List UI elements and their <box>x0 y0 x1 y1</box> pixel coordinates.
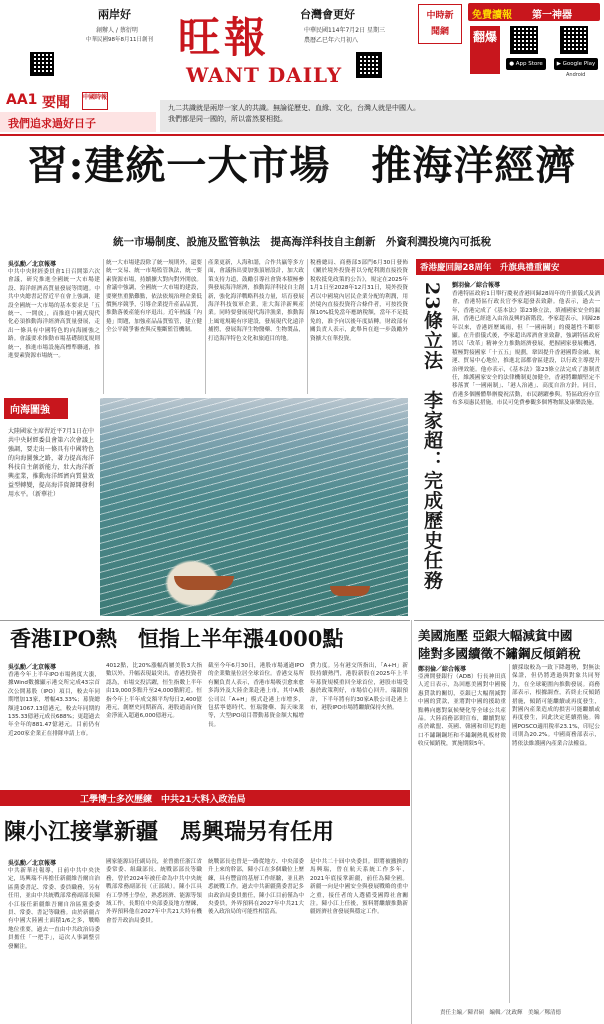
statement-line-2: 我們都是同一國的，所以當然要相挺。 <box>168 115 287 123</box>
lead-byline: 吳弘勳／北京報導 <box>8 261 57 268</box>
sidebar-body: 大陸國家主席習近平7月1日在中共中央財經委員會第六次會議上強調，要走出一條具有中國特色的向海圖強之路，著力提高海洋科技自主創新能力，壯大海洋新興產業，推動海洋經濟向質量效益型轉變，提高海洋資源開發利用水平。（新華社） <box>8 428 94 498</box>
lead-body-col-1: 中共中央財經委員會1日召開第六次會議，研究推進全國統一大市場建設、海洋經濟高質量發展等問題。中共中央總書記習近平在會上強調，建設全國統一大市場的基本要求是「五統一、一開放」，而推進中國式現代化必須推動海洋經濟高質量發展，走出一條具有中國特色的向海圖強之路。會議要求推動市場基礎制度規則統一，推進市場設施高標準聯通，推進要素資源市場統一。 <box>8 269 100 360</box>
ipo-byline: 吳弘勳／北京報導 <box>8 664 57 671</box>
ipo-body-col-2: 4012點，比20%漲幅尚屬美股3大指數以外，升幅表現最突出。香港投資者認為，市場交投活躍，恒生指數上半年由19,000多點升至24,000點附近。恒指今年上半年成交額平均每日2,400億港元，創歷史同期新高，港股通南向資金淨流入超過6,000億港元。 <box>106 663 202 720</box>
bottom-byline: 吳弘勳／北京報導 <box>8 860 57 867</box>
app-store-badge[interactable] <box>506 58 546 70</box>
sidebar-title: 向海圖強 <box>4 398 68 419</box>
qr-code-middle <box>356 52 382 78</box>
hk-banner-text: 香港慶回歸28周年 升旗典禮重關安 <box>420 263 560 273</box>
slogan-left: 兩岸好 <box>98 8 131 21</box>
founder: 創辦人 / 蔡衍明 <box>96 27 138 34</box>
google-play-label: Google Play <box>562 61 596 67</box>
page-number: AA1 <box>6 92 38 108</box>
col-divider <box>411 620 412 1024</box>
ipo-body-col-1: 香港今年上半年IPO市場熱度大漲，據Wind數據顯示港交所完成43宗首次公開募股（IPO）項目，較去年同期增加13家，增幅43.33%；募資總額達1067.13億港元，較去年同期的135.33億港元成長688%；更超過去年全年的881.47億港元。目前仍有近200家企業正在排隊申請上市。 <box>8 672 100 737</box>
issue-date: 中華民國114年7月2日 星期三 <box>304 27 385 34</box>
col-divider <box>307 259 308 394</box>
slogan-right: 台灣會更好 <box>300 8 355 21</box>
col-divider <box>103 259 104 394</box>
qr-code-google-play[interactable] <box>560 26 588 54</box>
bottom-body-col-1: 中共新華社報導，日前中共中央決定，馬興瑞不再擔任新疆維吾爾自治區黨委書記、常委、委員職務，另有任用，並由中共統戰部常務副部長陳小江接任新疆維吾爾自治區黨委委員、常委、書記等職務。由於新疆占有中國大陸國土面積1/6之多，戰略地位重要，過去一直由中共政治局委員擔任「一把手」，這次人事調整引發關注。 <box>8 868 100 950</box>
lead-body-col-3: 產業更新，人海和諧，合作共贏等多方面，會議指出要加強頂層設計，加大政策支持力道，鼓勵引導社會資本積極參與發展海洋經濟，推動海洋科技自主創新，強化海洋戰略科技力量，培育發展海洋科技領軍企業，壯大海洋新興產業。同時要發展現代海洋漁業，推動海上風電規範有序建設，發展現代化遠洋捕撈，發展海洋生物醫藥、生物製品，打造海洋特色文化和旅遊目的地。 <box>208 260 304 342</box>
adb-headline-2: 陸對多國續徵不鏽鋼反傾銷稅 <box>418 646 581 661</box>
adb-body-col-2: 續採取較為一致下降趨勢，對無法保證，但仍將透過與對象共同努力，在全球範圍內推動發展。商務部表示，根據調查，若終止反傾銷措施，傾銷可能繼續或再度發生，對國內產業造成的損害可能繼續或再度發生，因此決定延續措施。韓國POSCO適用稅率23.1%，印尼公司則為20.2%。中國商務部表示，將依法維護國內產業合法權益。 <box>512 665 600 747</box>
lunar-date: 農曆乙巳年六月初八 <box>304 37 359 44</box>
promo-banner <box>468 3 600 21</box>
promo-sub: 第一神器 <box>532 10 572 21</box>
founded-date: 中華民國98年8月11日創刊 <box>86 37 153 43</box>
col-divider <box>509 664 510 1003</box>
hk-banner <box>416 259 604 275</box>
lead-subhead: 統一市場制度、設施及監管執法 提高海洋科技自主創新 外資利潤投境內可抵稅 <box>113 236 491 248</box>
adb-body-col-1: 亞洲開發銀行（ADB）行長神田真人近日表示，為回應美國對中國優惠貸款的關切，亞銀已大幅削減對中國的貸款，並將對中國的援助重點轉向應對氣候變化等全球公共產品。大陸商務部則宣布，繼續對原產於歐盟、英國、韓國和印尼的進口不鏽鋼鋼坯和不鏽鋼熱軋板材徵收反傾銷稅，實施期限5年。 <box>418 674 506 748</box>
google-play-badge[interactable] <box>554 58 598 70</box>
lead-body-col-2: 統一大市場建設除了統一規則外，還要統一交易、統一市場監管執法，統一要素資源市場，持續擴大對內對外開放。會議中強調，全國統一大市場的建設，要聚焦重點難點，依法依規治理企業低價無序競爭，引導企業提升產品品質，推動落後產能有序退出。近年熱議「內捲」問題，加強產品品質監管，建立健全公平競爭審查與反壟斷監管機制。 <box>106 260 202 334</box>
lead-headline: 習:建統一大市場 推海洋經濟 <box>27 142 577 189</box>
masthead <box>0 0 604 96</box>
bottom-body-col-4: 是中共二十屆中央委員。即將被撤換的馬興瑞，曾在航天系統工作多年，2021年底接掌新疆，前任為陳全國。新疆一向是中國安全與發展戰略的重中之重，接任者的人選備受國際社會關注。陳小江上任後，預料將繼續推動新疆經濟社會發展與穩定工作。 <box>310 859 408 916</box>
sea-farming-photo <box>100 398 408 616</box>
lead-body-col-4: 稅務總局、商務部3部門6月30日發佈《關於境外投資者以分配利潤直接投資稅收抵免政策的公告》，規定在2025年1月1日至2028年12月31日，境外投資者以中國境內居民企業分配的利潤，用於境內直接投資符合條件者，可按投資額10%抵免當年應納稅額，當年不足抵免的，准予向以後年度結轉。財政部有關負責人表示，此舉旨在進一步鼓勵外資擴大在華投資。 <box>310 260 408 342</box>
qr-code-left <box>30 52 54 76</box>
android-label: Android <box>566 72 586 78</box>
hk-vertical-headline: 23條立法 李家超：完成歷史任務 <box>421 282 443 591</box>
play-icon: ▶ <box>556 61 563 67</box>
section-header <box>0 92 604 132</box>
mid-top-rule <box>0 620 410 621</box>
bottom-headline: 陳小江接掌新疆 馬興瑞另有任用 <box>4 819 335 845</box>
bottom-body-col-2: 國家能源局任副局長，並曾擔任浙江省委常委、組織部長、統戰部部長等職務，曾於2024年被任命為中共中央統戰部常務副部長（正部級）。陳小江具有工學博士學位，熟悉經濟、能源等領域工作，長期在中央部委及地方歷練，外界預料他在2027年中共21大時有機會晉升政治局委員。 <box>106 859 202 924</box>
qr-code-app-store[interactable] <box>510 26 538 54</box>
motto: 我們追求過好日子 <box>8 117 96 130</box>
boat-2 <box>330 586 370 596</box>
motto-bar <box>0 112 156 132</box>
app-icon[interactable] <box>470 26 500 74</box>
mid-right-rule <box>414 620 604 621</box>
china-times-badge <box>418 4 462 44</box>
hk-body: 香港特區政府1日舉行慶祝香港回歸28周年的升旗儀式及酒會，香港特區行政長官李家超發表致辭。他表示，過去一年，香港完成了《基本法》第23條立法，填補國家安全的漏洞，香港已經進入由治及興的新階段。李家超表示，回歸28年以來，香港經歷風雨，但「一國兩制」的優越性不斷彰顯。在升旗儀式後，李家超出席酒會並致辭，強調特區政府將以「改革」精神全力推動經濟發展，把握國家發展機遇，積極對接國家「十五五」規劃，鞏固提升香港國際金融、航運、貿易中心地位，推進北部都會區建設，以行政主導提升治理效能。他亦表示，《基本法》第23條立法完成了憲制責任，維護國家安全的法律機制更加健全，香港將繼續堅定不移落實「一國兩制」、「港人治港」、高度自治方針。同日，香港多個團體舉辦慶祝活動，市民踴躍參與。特區政府亦宣布多項惠民措施，市民可免費參觀多個博物館及康樂設施。 <box>452 291 600 407</box>
logo-english: WANT DAILY <box>186 63 343 87</box>
boat-1 <box>174 576 234 590</box>
ipo-body-col-3: 截至今年6月30日，港股市場通過IPO的企業數量位居全球首位。香港交易所有關負責人表示，香港市場吸引愈來愈多海外及大陸企業赴港上市，其中A股公司以「A+H」模式赴港上市增多，包括寧德時代、恒瑞醫藥、海天味業等，大型IPO項目帶動募資金額大幅增長。 <box>208 663 304 728</box>
logo-chinese: 旺報 <box>178 13 271 62</box>
apple-icon: ● <box>509 61 516 67</box>
statement-box <box>160 100 604 132</box>
header-rule <box>0 134 604 136</box>
ipo-headline: 香港IPO熱 恒指上半年漲4000點 <box>10 626 344 651</box>
adb-headline-1: 美國施壓 亞銀大幅減貧中國 <box>418 628 573 643</box>
col-divider <box>205 259 206 394</box>
bottom-kicker: 工學博士多次歷練 中共21大料入政治局 <box>80 795 246 805</box>
app-store-label: App Store <box>515 61 543 67</box>
ipo-body-col-4: 費力度。另有港交所指出，「A+H」新股持續熱門，港股新股在2025年上半年募資規模重回全球首位，港股市場受惠於政策利好，市場信心回升。瑞銀預計，下半年將有約30家A股公司赴港上市，港股IPO市場將繼續保持火熱。 <box>310 663 408 712</box>
china-times-logo-text: 中國時報 <box>83 94 108 101</box>
china-times-logo <box>82 92 108 110</box>
bottom-kicker-bar <box>0 790 410 806</box>
china-times-label: 中時新聞網 <box>426 11 454 37</box>
lead-sidebar <box>4 398 98 616</box>
app-name: 翻爆 <box>472 30 497 44</box>
statement-line-1: 九二共識就是兩岸一家人的共識。無論從歷史、血緣、文化，台灣人就是中國人。 <box>168 104 420 112</box>
hk-byline: 劉羽倫／綜合報導 <box>452 282 501 289</box>
promo-title: 免費讀報 <box>472 10 512 21</box>
editors-credit: 責任主編／陳君碩 編輯／沈政輝 美編／鄭清德 <box>440 1010 562 1016</box>
bottom-body-col-3: 統戰部長也曾是一路從地方、中央部委升上來的幹部，陳小江在多個職位上歷練，具有豐富的基層工作經驗，並且熟悉統戰工作。過去中共新疆黨委書記多由政治局委員擔任，陳小江目前僅為中央委員，外界預料在2027年中共21大後入政治局的可能性相當高。 <box>208 859 304 916</box>
adb-byline: 鄭羽倫／綜合報導 <box>418 666 467 673</box>
section-name: 要聞 <box>42 95 70 111</box>
